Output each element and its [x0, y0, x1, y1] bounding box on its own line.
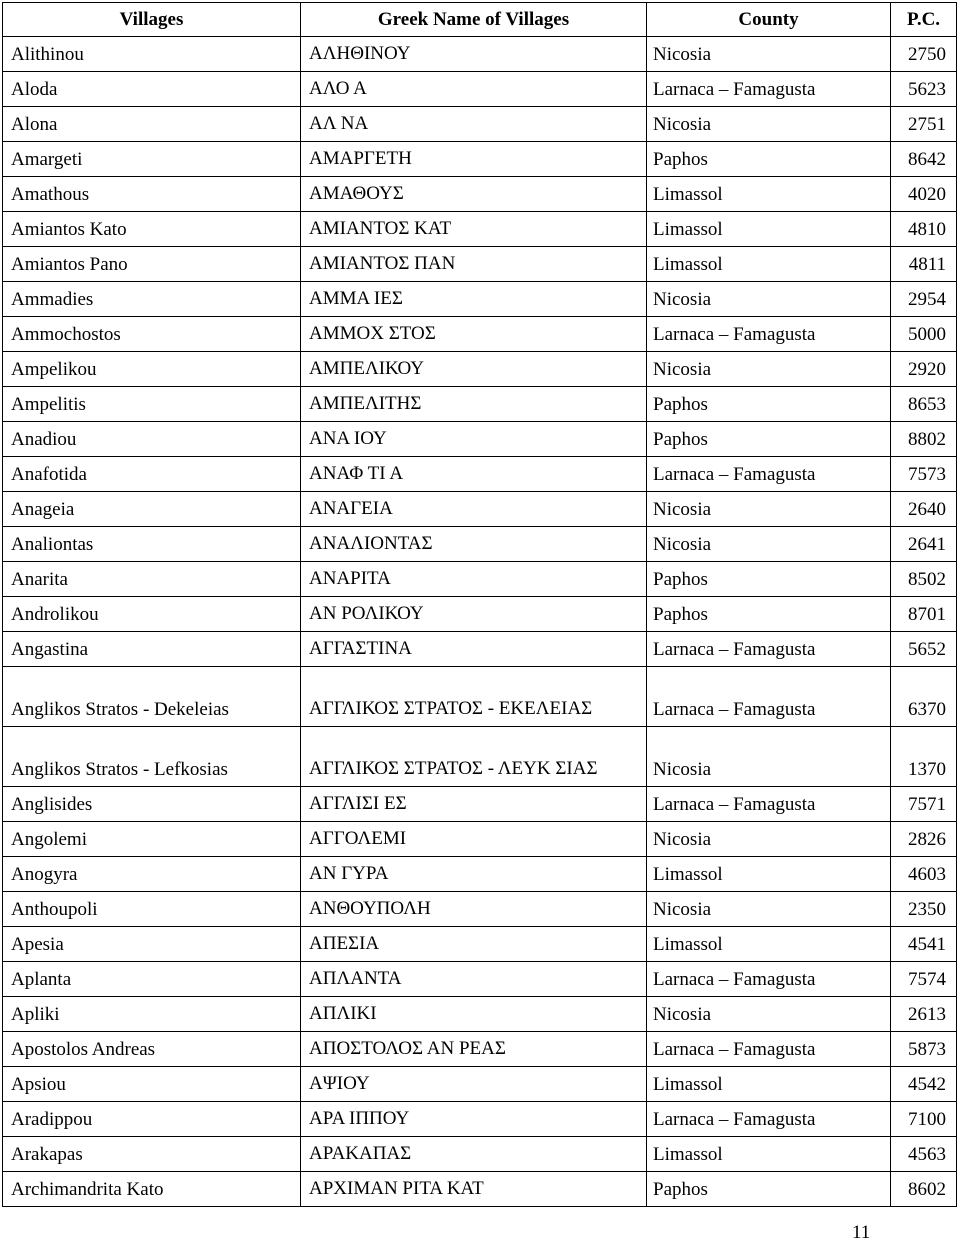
table-row [3, 387, 957, 422]
postal-code-cell: 4810 [891, 212, 957, 247]
table-row [3, 352, 957, 387]
greek-name-cell: ΑΝ ΓΥΡΑ [301, 857, 647, 892]
greek-name-cell: ΑΓΓΛΙΚΟΣ ΣΤΡΑΤΟΣ - ΛΕΥΚ ΣΙΑΣ [301, 727, 647, 787]
table-row [3, 1102, 957, 1137]
village-name-cell: Archimandrita Kato [3, 1172, 301, 1207]
county-cell: Limassol [647, 177, 891, 212]
table-row [3, 1067, 957, 1102]
county-cell: Nicosia [647, 527, 891, 562]
greek-name-cell: ΑΜΠΕΛΙΚΟΥ [301, 352, 647, 387]
greek-name-cell: ΑΠΕΣΙΑ [301, 927, 647, 962]
postal-code-cell: 2350 [891, 892, 957, 927]
postal-code-cell: 4020 [891, 177, 957, 212]
village-name-cell: Ampelikou [3, 352, 301, 387]
table-row [3, 177, 957, 212]
village-name-cell: Anafotida [3, 457, 301, 492]
village-name-cell: Anogyra [3, 857, 301, 892]
greek-name-cell: ΑΠΛΑΝΤΑ [301, 962, 647, 997]
greek-name-cell: ΑΡΧΙΜΑΝ ΡΙΤΑ ΚΑΤ [301, 1172, 647, 1207]
table-row [3, 857, 957, 892]
postal-code-cell: 4541 [891, 927, 957, 962]
county-cell: Paphos [647, 422, 891, 457]
county-cell: Larnaca – Famagusta [647, 72, 891, 107]
table-row [3, 212, 957, 247]
villages-table [2, 2, 957, 1207]
village-name-cell: Androlikou [3, 597, 301, 632]
village-name-cell: Aloda [3, 72, 301, 107]
postal-code-cell: 7574 [891, 962, 957, 997]
greek-name-cell: ΑΜΙΑΝΤΟΣ ΚΑΤ [301, 212, 647, 247]
county-cell: Limassol [647, 212, 891, 247]
table-row [3, 822, 957, 857]
postal-code-cell: 2640 [891, 492, 957, 527]
county-cell: Nicosia [647, 282, 891, 317]
postal-code-cell: 5000 [891, 317, 957, 352]
table-row [3, 527, 957, 562]
village-name-cell: Anthoupoli [3, 892, 301, 927]
table-row [3, 1032, 957, 1067]
postal-code-cell: 8602 [891, 1172, 957, 1207]
village-name-cell: Anageia [3, 492, 301, 527]
page-number: 11 [852, 1222, 871, 1243]
county-cell: Nicosia [647, 107, 891, 142]
greek-name-cell: ΑΜΙΑΝΤΟΣ ΠΑΝ [301, 247, 647, 282]
postal-code-cell: 7571 [891, 787, 957, 822]
table-row [3, 1137, 957, 1172]
county-cell: Paphos [647, 1172, 891, 1207]
table-row [3, 892, 957, 927]
county-cell: Nicosia [647, 352, 891, 387]
county-cell: Larnaca – Famagusta [647, 1032, 891, 1067]
postal-code-cell: 8653 [891, 387, 957, 422]
greek-name-cell: ΑΝΑ ΙΟΥ [301, 422, 647, 457]
county-cell: Nicosia [647, 997, 891, 1032]
table-row [3, 457, 957, 492]
village-name-cell: Amathous [3, 177, 301, 212]
village-name-cell: Ampelitis [3, 387, 301, 422]
county-cell: Limassol [647, 927, 891, 962]
table-row [3, 597, 957, 632]
postal-code-cell: 4542 [891, 1067, 957, 1102]
table-row [3, 107, 957, 142]
greek-name-cell: ΑΜΠΕΛΙΤΗΣ [301, 387, 647, 422]
postal-code-cell: 6370 [891, 667, 957, 727]
greek-name-cell: ΑΝΑΛΙΟΝΤΑΣ [301, 527, 647, 562]
postal-code-cell: 8802 [891, 422, 957, 457]
postal-code-cell: 2613 [891, 997, 957, 1032]
county-cell: Nicosia [647, 492, 891, 527]
table-row [3, 787, 957, 822]
postal-code-cell: 8701 [891, 597, 957, 632]
county-cell: Limassol [647, 1137, 891, 1172]
table-row [3, 492, 957, 527]
county-cell: Nicosia [647, 37, 891, 72]
postal-code-cell: 1370 [891, 727, 957, 787]
table-row [3, 282, 957, 317]
table-row [3, 317, 957, 352]
postal-code-cell: 8502 [891, 562, 957, 597]
greek-name-cell: ΑΠΟΣΤΟΛΟΣ ΑΝ ΡΕΑΣ [301, 1032, 647, 1067]
village-name-cell: Aplanta [3, 962, 301, 997]
postal-code-cell: 4603 [891, 857, 957, 892]
postal-code-cell: 4563 [891, 1137, 957, 1172]
county-cell: Limassol [647, 247, 891, 282]
greek-name-cell: ΑΡΑ ΙΠΠΟΥ [301, 1102, 647, 1137]
header-county: County [647, 3, 891, 37]
county-cell: Limassol [647, 1067, 891, 1102]
village-name-cell: Alithinou [3, 37, 301, 72]
greek-name-cell: ΑΓΓΛΙΣΙ ΕΣ [301, 787, 647, 822]
village-name-cell: Anglikos Stratos - Lefkosias [3, 727, 301, 787]
postal-code-cell: 5652 [891, 632, 957, 667]
village-name-cell: Apsiou [3, 1067, 301, 1102]
county-cell: Larnaca – Famagusta [647, 667, 891, 727]
table-row [3, 632, 957, 667]
village-name-cell: Amiantos Pano [3, 247, 301, 282]
county-cell: Larnaca – Famagusta [647, 317, 891, 352]
village-name-cell: Aradippou [3, 1102, 301, 1137]
greek-name-cell: ΑΓΓΛΙΚΟΣ ΣΤΡΑΤΟΣ - ΕΚΕΛΕΙΑΣ [301, 667, 647, 727]
table-row [3, 727, 957, 787]
postal-code-cell: 2751 [891, 107, 957, 142]
village-name-cell: Angolemi [3, 822, 301, 857]
postal-code-cell: 2641 [891, 527, 957, 562]
greek-name-cell: ΑΝ ΡΟΛΙΚΟΥ [301, 597, 647, 632]
postal-code-cell: 4811 [891, 247, 957, 282]
greek-name-cell: ΑΓΓΑΣΤΙΝΑ [301, 632, 647, 667]
village-name-cell: Amiantos Kato [3, 212, 301, 247]
postal-code-cell: 7100 [891, 1102, 957, 1137]
header-row [3, 3, 957, 37]
county-cell: Limassol [647, 857, 891, 892]
table-row [3, 37, 957, 72]
county-cell: Larnaca – Famagusta [647, 632, 891, 667]
village-name-cell: Apostolos Andreas [3, 1032, 301, 1067]
greek-name-cell: ΑΝΑΓΕΙΑ [301, 492, 647, 527]
postal-code-cell: 5623 [891, 72, 957, 107]
county-cell: Nicosia [647, 727, 891, 787]
postal-code-cell: 2750 [891, 37, 957, 72]
greek-name-cell: ΑΡΑΚΑΠΑΣ [301, 1137, 647, 1172]
postal-code-cell: 5873 [891, 1032, 957, 1067]
greek-name-cell: ΑΜΑΡΓΕΤΗ [301, 142, 647, 177]
county-cell: Paphos [647, 142, 891, 177]
village-name-cell: Angastina [3, 632, 301, 667]
greek-name-cell: ΑΛΗΘΙΝΟΥ [301, 37, 647, 72]
village-name-cell: Anarita [3, 562, 301, 597]
table-row [3, 72, 957, 107]
table-row [3, 997, 957, 1032]
table-row [3, 422, 957, 457]
village-name-cell: Ammochostos [3, 317, 301, 352]
county-cell: Paphos [647, 387, 891, 422]
table-row [3, 667, 957, 727]
greek-name-cell: ΑΓΓΟΛΕΜΙ [301, 822, 647, 857]
greek-name-cell: ΑΝΑΦ ΤΙ Α [301, 457, 647, 492]
county-cell: Nicosia [647, 822, 891, 857]
greek-name-cell: ΑΨΙΟΥ [301, 1067, 647, 1102]
greek-name-cell: ΑΠΛΙΚΙ [301, 997, 647, 1032]
postal-code-cell: 2826 [891, 822, 957, 857]
village-name-cell: Anglikos Stratos - Dekeleias [3, 667, 301, 727]
village-name-cell: Anglisides [3, 787, 301, 822]
village-name-cell: Arakapas [3, 1137, 301, 1172]
county-cell: Larnaca – Famagusta [647, 962, 891, 997]
postal-code-cell: 2920 [891, 352, 957, 387]
greek-name-cell: ΑΝΘΟΥΠΟΛΗ [301, 892, 647, 927]
village-name-cell: Anadiou [3, 422, 301, 457]
village-name-cell: Amargeti [3, 142, 301, 177]
postal-code-cell: 2954 [891, 282, 957, 317]
county-cell: Paphos [647, 562, 891, 597]
county-cell: Larnaca – Famagusta [647, 457, 891, 492]
greek-name-cell: ΑΜΜΑ ΙΕΣ [301, 282, 647, 317]
village-name-cell: Apliki [3, 997, 301, 1032]
table-row [3, 142, 957, 177]
county-cell: Larnaca – Famagusta [647, 1102, 891, 1137]
greek-name-cell: ΑΛ ΝΑ [301, 107, 647, 142]
greek-name-cell: ΑΝΑΡΙΤΑ [301, 562, 647, 597]
village-name-cell: Alona [3, 107, 301, 142]
table-row [3, 927, 957, 962]
county-cell: Paphos [647, 597, 891, 632]
greek-name-cell: ΑΜΜΟΧ ΣΤΟΣ [301, 317, 647, 352]
table-body [3, 37, 957, 1207]
greek-name-cell: ΑΛΟ Α [301, 72, 647, 107]
county-cell: Larnaca – Famagusta [647, 787, 891, 822]
postal-code-cell: 7573 [891, 457, 957, 492]
header-villages: Villages [3, 3, 301, 37]
table-row [3, 1172, 957, 1207]
table-row [3, 962, 957, 997]
village-name-cell: Apesia [3, 927, 301, 962]
county-cell: Nicosia [647, 892, 891, 927]
greek-name-cell: ΑΜΑΘΟΥΣ [301, 177, 647, 212]
village-name-cell: Analiontas [3, 527, 301, 562]
header-postal-code: P.C. [891, 3, 957, 37]
header-greek-name: Greek Name of Villages [301, 3, 647, 37]
table-header [3, 3, 957, 37]
postal-code-cell: 8642 [891, 142, 957, 177]
village-name-cell: Ammadies [3, 282, 301, 317]
table-row [3, 562, 957, 597]
table-row [3, 247, 957, 282]
